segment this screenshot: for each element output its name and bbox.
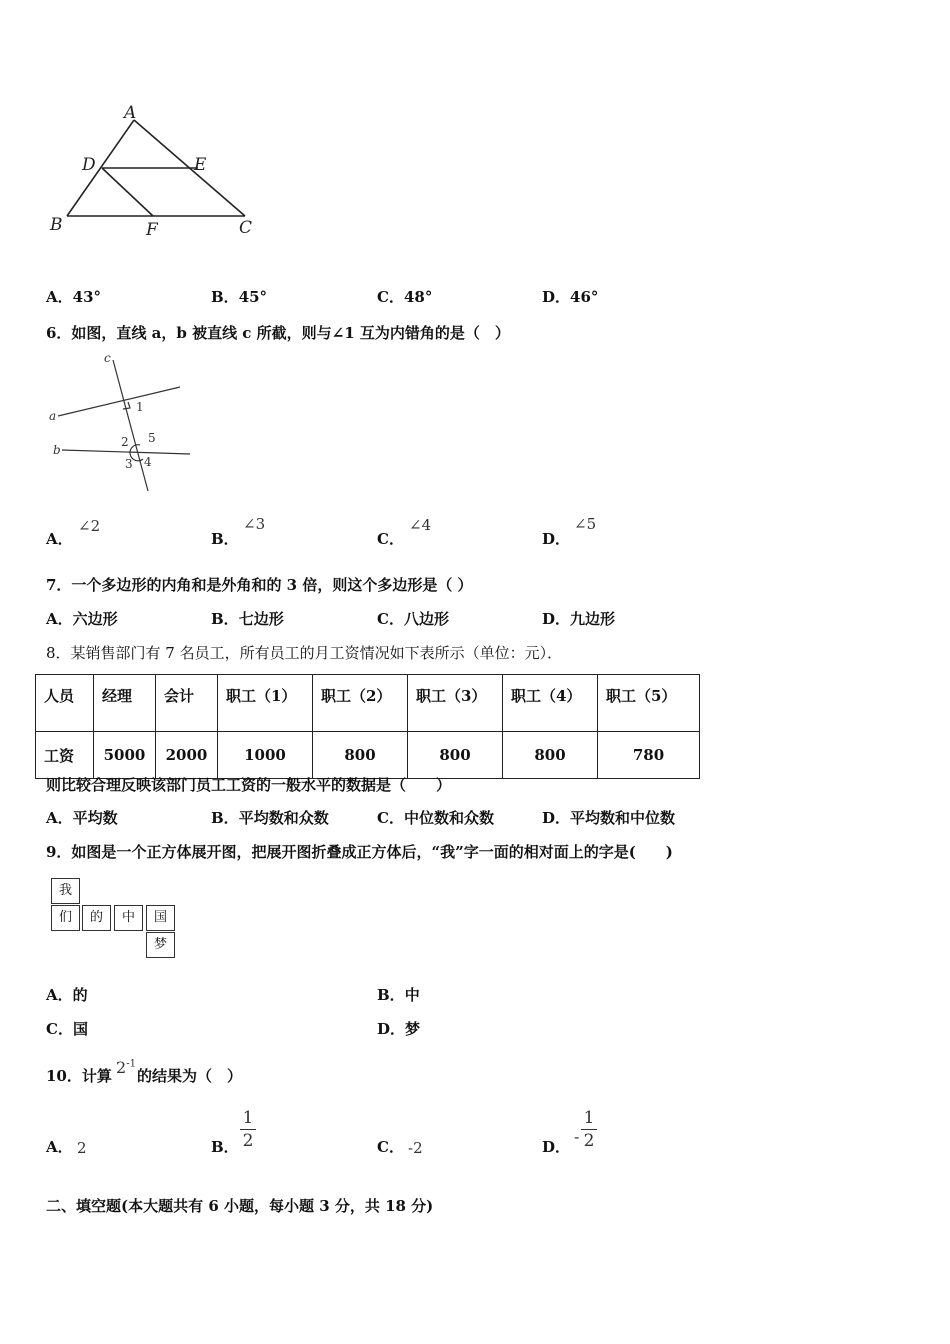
- table-cell: 5000: [94, 732, 156, 779]
- q10-expression-exponent: -1: [126, 1058, 136, 1070]
- fraction-numerator: 1: [242, 1108, 254, 1128]
- point-c-label: C: [239, 218, 253, 238]
- q7-option-a[interactable]: A．六边形: [46, 610, 118, 628]
- q10-option-d-sign: -: [574, 1127, 580, 1146]
- q10-option-b[interactable]: B．: [211, 1138, 239, 1156]
- q8-option-a[interactable]: A．平均数: [46, 809, 118, 827]
- q10-expression-base: 2: [116, 1058, 127, 1077]
- point-e-label: E: [194, 155, 207, 175]
- q8-option-b[interactable]: B．平均数和众数: [211, 809, 329, 827]
- table-header-cell: 人员: [36, 675, 94, 732]
- table-header-cell: 经理: [94, 675, 156, 732]
- q5-option-b[interactable]: B．45°: [211, 288, 268, 306]
- table-header-cell: 职工（2）: [313, 675, 408, 732]
- q8-option-c[interactable]: C．中位数和众数: [377, 809, 494, 827]
- q9-option-b[interactable]: B．中: [377, 986, 420, 1004]
- cube-net-face: 的: [82, 905, 111, 931]
- q5-option-d[interactable]: D．46°: [542, 288, 599, 306]
- q7-option-c[interactable]: C．八边形: [377, 610, 449, 628]
- triangle-figure: [40, 100, 280, 245]
- table-cell: 800: [408, 732, 503, 779]
- table-header-cell: 会计: [156, 675, 218, 732]
- q6-stem: 6．如图，直线 a，b 被直线 c 所截，则与∠1 互为内错角的是（ ）: [46, 324, 510, 342]
- fraction-denominator: 2: [583, 1131, 595, 1151]
- q10-stem-end: 的结果为（ ）: [137, 1067, 243, 1085]
- point-f-label: F: [146, 220, 158, 240]
- q8-follow-text: 则比较合理反映该部门员工工资的一般水平的数据是（ ）: [46, 776, 452, 794]
- q10-option-a[interactable]: A．: [46, 1138, 73, 1156]
- q7-option-d[interactable]: D．九边形: [542, 610, 616, 628]
- table-cell: 800: [503, 732, 598, 779]
- table-header-cell: 职工（1）: [218, 675, 313, 732]
- line-b-label: b: [53, 443, 61, 457]
- angle-5-label: 5: [148, 431, 156, 445]
- q8-option-d[interactable]: D．平均数和中位数: [542, 809, 676, 827]
- q10-expression: [116, 1058, 136, 1077]
- table-cell: 800: [313, 732, 408, 779]
- line-a-label: a: [49, 409, 57, 423]
- salary-table: [35, 674, 700, 779]
- angle-2-label: 2: [121, 435, 129, 449]
- q7-stem: 7．一个多边形的内角和是外角和的 3 倍，则这个多边形是（ ）: [46, 576, 473, 594]
- cube-net-face: 们: [51, 905, 80, 931]
- point-a-label: A: [124, 103, 137, 123]
- transversal-figure: [44, 350, 204, 495]
- cube-net-face: 我: [51, 878, 80, 904]
- table-header-cell: 职工（5）: [598, 675, 700, 732]
- cube-net-face: 梦: [146, 932, 175, 958]
- angle-3-label: 3: [125, 457, 133, 471]
- q10-option-d[interactable]: D．: [542, 1138, 571, 1156]
- cube-net-face: 国: [146, 905, 175, 931]
- q10-option-b-fraction: [240, 1108, 256, 1151]
- fraction-denominator: 2: [242, 1131, 254, 1151]
- q8-stem: 8．某销售部门有 7 名员工，所有员工的月工资情况如下表所示（单位：元）．: [46, 644, 563, 662]
- q6-option-a-value: ∠2: [78, 517, 101, 535]
- table-cell: 2000: [156, 732, 218, 779]
- q6-option-d[interactable]: D．: [542, 530, 571, 548]
- section-title: 二、填空题(本大题共有 6 小题，每小题 3 分，共 18 分): [46, 1197, 434, 1215]
- q5-option-a[interactable]: A．43°: [46, 288, 102, 306]
- table-row: [36, 732, 700, 779]
- q10-stem-start: 10．计算: [46, 1067, 112, 1085]
- fraction-bar: [581, 1129, 597, 1130]
- q6-option-c-value: ∠4: [409, 516, 432, 534]
- fraction-numerator: 1: [583, 1108, 595, 1128]
- table-cell: 780: [598, 732, 700, 779]
- q10-option-c[interactable]: C．: [377, 1138, 404, 1156]
- point-b-label: B: [50, 215, 63, 235]
- point-d-label: D: [82, 155, 96, 175]
- q9-option-a[interactable]: A．的: [46, 986, 88, 1004]
- q7-option-b[interactable]: B．七边形: [211, 610, 284, 628]
- q10-option-a-value: 2: [77, 1139, 87, 1157]
- q9-option-d[interactable]: D．梦: [377, 1020, 421, 1038]
- q6-option-b-value: ∠3: [243, 515, 266, 533]
- q10-option-c-value: -2: [408, 1139, 423, 1157]
- q5-option-c[interactable]: C．48°: [377, 288, 433, 306]
- table-cell: 1000: [218, 732, 313, 779]
- line-c-label: c: [104, 351, 111, 365]
- q9-stem: 9．如图是一个正方体展开图，把展开图折叠成正方体后，“我”字一面的相对面上的字是( ): [46, 843, 673, 861]
- fraction-bar: [240, 1129, 256, 1130]
- q10-option-d-fraction: [581, 1108, 597, 1151]
- cube-net-face: 中: [114, 905, 143, 931]
- q6-option-d-value: ∠5: [574, 515, 597, 533]
- table-header-cell: 职工（3）: [408, 675, 503, 732]
- table-cell: 工资: [36, 732, 94, 779]
- angle-1-label: 1: [136, 400, 144, 414]
- q9-option-c[interactable]: C．国: [46, 1020, 88, 1038]
- q6-option-a[interactable]: A．: [46, 530, 73, 548]
- table-header-row: [36, 675, 700, 732]
- q6-option-c[interactable]: C．: [377, 530, 404, 548]
- table-header-cell: 职工（4）: [503, 675, 598, 732]
- angle-4-label: 4: [144, 455, 152, 469]
- q6-option-b[interactable]: B．: [211, 530, 239, 548]
